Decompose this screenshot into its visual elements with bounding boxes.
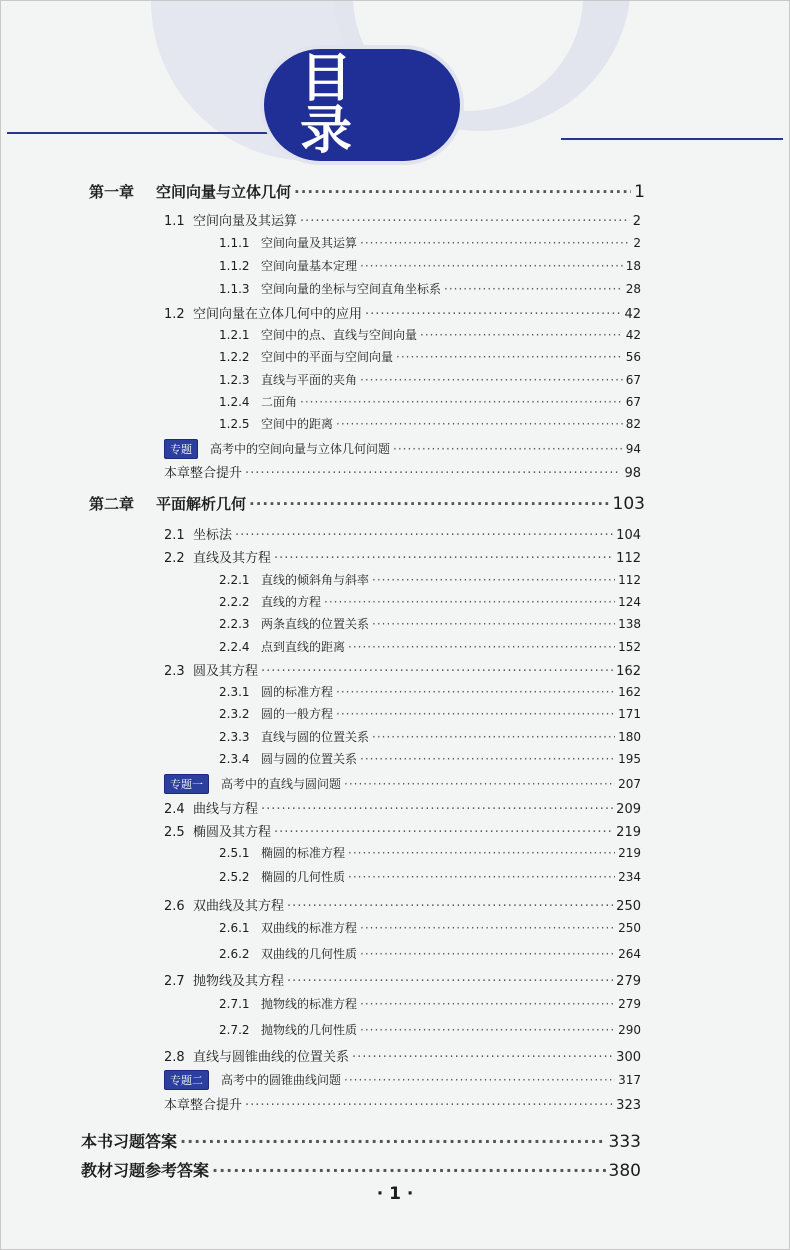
section-number: 1.2 [164,307,185,322]
subsection-title: 抛物线的几何性质 [261,1023,358,1037]
chapter-title: 平面解析几何 [156,495,247,513]
toc-subsection[interactable] [219,234,641,251]
toc-subsection[interactable] [219,728,641,745]
leader-dots [372,730,615,744]
section-title: 坐标法 [193,528,233,543]
subsection-number: 1.2.5 [219,417,250,431]
subsection-number: 1.2.2 [219,350,250,364]
page-ref: 18 [625,259,641,273]
page-ref: 250 [618,921,641,935]
page-ref: 234 [618,870,641,884]
toc-subsection[interactable] [219,705,641,722]
leader-dots [348,640,615,654]
subsection-title: 直线与圆的位置关系 [261,730,370,744]
subsection-number: 2.3.4 [219,752,250,766]
toc-section[interactable] [164,970,641,989]
toc-section[interactable] [164,821,641,840]
page-ref: 138 [618,617,641,631]
subsection-number: 2.2.3 [219,617,250,631]
page-ref: 162 [618,685,641,699]
page-ref: 209 [616,802,641,817]
leader-dots [261,664,613,679]
chapter-number: 第二章 [89,495,135,513]
leader-dots [235,528,613,543]
chapter-number: 第一章 [89,183,135,201]
toc-subsection[interactable] [219,919,641,936]
toc-chapter-1[interactable] [89,181,645,202]
subsection-number: 1.2.1 [219,328,250,342]
subsection-title: 直线与平面的夹角 [261,373,358,387]
toc-subsection[interactable] [219,750,641,767]
subsection-title: 圆与圆的位置关系 [261,752,358,766]
topic-badge: 专题 [164,439,198,459]
leader-dots [344,1073,615,1087]
leader-dots [344,777,615,791]
toc-subsection[interactable] [219,638,641,655]
toc-section[interactable] [164,895,641,914]
leader-dots [348,870,615,884]
topic-badge: 专题一 [164,774,209,794]
toc-subsection[interactable] [219,415,641,432]
page-ref: 333 [608,1132,641,1152]
page-ref: 180 [618,730,641,744]
section-title: 曲线与方程 [193,802,259,817]
toc-topic[interactable] [164,1070,641,1090]
toc-subsection[interactable] [219,280,641,297]
toc-summary[interactable] [164,1094,641,1113]
topic-title: 高考中的直线与圆问题 [221,777,342,791]
leader-dots [360,1023,615,1037]
subsection-number: 2.2.4 [219,640,250,654]
section-number: 2.5 [164,825,185,840]
subsection-title: 空间向量及其运算 [261,236,358,250]
subsection-title: 二面角 [261,395,298,409]
page-ref: 42 [625,328,641,342]
leader-dots [336,707,615,721]
section-number: 2.6 [164,899,185,914]
summary-title: 本章整合提升 [164,466,243,481]
leader-dots [274,825,613,840]
subsection-title: 空间中的点、直线与空间向量 [261,328,418,342]
leader-dots [420,328,623,342]
toc-subsection[interactable] [219,995,641,1012]
toc-subsection[interactable] [219,615,641,632]
page-ref: 2 [632,214,641,229]
toc-answers[interactable] [81,1129,641,1152]
leader-dots [212,1161,606,1180]
leader-dots [360,259,623,273]
page-ref: 82 [625,417,641,431]
subsection-number: 2.6.1 [219,921,250,935]
section-number: 2.3 [164,664,185,679]
leader-dots [372,617,615,631]
leader-dots [360,752,615,766]
leader-dots [444,282,623,296]
page-ref: 67 [625,373,641,387]
page-ref: 104 [616,528,641,543]
leader-dots [352,1050,613,1065]
leader-dots [365,307,621,322]
toc-subsection[interactable] [219,326,641,343]
topic-badge: 专题二 [164,1070,209,1090]
subsection-number: 2.3.2 [219,707,250,721]
leader-dots [348,846,615,860]
toc-section[interactable] [164,303,641,322]
subsection-number: 2.7.2 [219,1023,250,1037]
section-title: 直线及其方程 [193,551,272,566]
section-title: 圆及其方程 [193,664,259,679]
page-ref: 1 [634,182,645,202]
toc-section[interactable] [164,660,641,679]
toc-topic[interactable] [164,439,641,459]
leader-dots [287,974,613,989]
leader-dots [336,685,615,699]
subsection-number: 2.5.1 [219,846,250,860]
section-number: 2.4 [164,802,185,817]
leader-dots [261,802,613,817]
page-ref: 219 [618,846,641,860]
toc-subsection[interactable] [219,1021,641,1038]
page-ref: 323 [616,1098,641,1113]
section-number: 2.7 [164,974,185,989]
leader-dots [245,1098,613,1113]
section-title: 抛物线及其方程 [193,974,285,989]
section-number: 2.1 [164,528,185,543]
leader-dots [336,417,623,431]
leader-dots [360,236,630,250]
subsection-title: 直线的倾斜角与斜率 [261,573,370,587]
toc-chapter-2[interactable] [89,493,645,514]
toc-section[interactable] [164,524,641,543]
page-ref: 112 [618,573,641,587]
page-ref: 195 [618,752,641,766]
page-ref: 250 [616,899,641,914]
toc-subsection[interactable] [219,257,641,274]
toc-answers[interactable] [81,1158,641,1181]
page-ref: 380 [608,1161,641,1181]
page-ref: 279 [616,974,641,989]
leader-dots [287,899,613,914]
page-ref: 152 [618,640,641,654]
leader-dots [360,921,615,935]
leader-dots [245,466,621,481]
leader-dots [274,551,613,566]
section-number: 2.2 [164,551,185,566]
page-ref: 171 [618,707,641,721]
chapter-title: 空间向量与立体几何 [156,183,292,201]
leader-dots [249,495,610,513]
subsection-title: 点到直线的距离 [261,640,346,654]
page-number: · 1 · [376,1184,414,1204]
leader-dots [360,947,615,961]
subsection-number: 2.2.2 [219,595,250,609]
subsection-title: 椭圆的几何性质 [261,870,346,884]
toc-section[interactable] [164,547,641,566]
leader-dots [360,373,623,387]
toc-subsection[interactable] [219,683,641,700]
page-ref: 103 [612,494,645,514]
subsection-number: 2.3.1 [219,685,250,699]
toc-section[interactable] [164,798,641,817]
section-title: 椭圆及其方程 [193,825,272,840]
toc-subsection[interactable] [219,348,641,365]
subsection-number: 1.2.3 [219,373,250,387]
title-badge [264,49,460,161]
topic-title: 高考中的圆锥曲线问题 [221,1073,342,1087]
section-title: 直线与圆锥曲线的位置关系 [193,1050,350,1065]
page-ref: 28 [625,282,641,296]
page-ref: 94 [625,442,641,456]
page-ref: 56 [625,350,641,364]
page-ref: 162 [616,664,641,679]
page-ref: 279 [618,997,641,1011]
subsection-number: 1.1.3 [219,282,250,296]
page-ref: 124 [618,595,641,609]
subsection-number: 2.3.3 [219,730,250,744]
summary-title: 本章整合提升 [164,1098,243,1113]
subsection-title: 椭圆的标准方程 [261,846,346,860]
subsection-title: 空间向量基本定理 [261,259,358,273]
answers-title: 教材习题参考答案 [81,1161,210,1180]
toc-subsection[interactable] [219,371,641,388]
subsection-number: 1.1.1 [219,236,250,250]
subsection-title: 圆的一般方程 [261,707,334,721]
subsection-number: 2.7.1 [219,997,250,1011]
page-ref: 207 [618,777,641,791]
toc-subsection[interactable] [219,945,641,962]
page-ref: 42 [624,307,641,322]
leader-dots [300,395,623,409]
toc-summary[interactable] [164,462,641,481]
leader-dots [324,595,615,609]
toc-subsection[interactable] [219,844,641,861]
subsection-number: 1.2.4 [219,395,250,409]
page-ref: 67 [625,395,641,409]
subsection-title: 空间向量的坐标与空间直角坐标系 [261,282,442,296]
subsection-title: 双曲线的几何性质 [261,947,358,961]
leader-dots [180,1132,606,1151]
page-ref: 317 [618,1073,641,1087]
section-title: 双曲线及其方程 [193,899,285,914]
leader-dots [393,442,623,456]
subsection-title: 抛物线的标准方程 [261,997,358,1011]
section-number: 1.1 [164,214,185,229]
toc-section[interactable] [164,1046,641,1065]
page-ref: 112 [616,551,641,566]
subsection-title: 双曲线的标准方程 [261,921,358,935]
subsection-number: 2.6.2 [219,947,250,961]
toc-section[interactable] [164,210,641,229]
subsection-number: 2.2.1 [219,573,250,587]
page-title: 目 录 [300,49,389,161]
page-ref: 2 [633,236,641,250]
page-ref: 290 [618,1023,641,1037]
subsection-title: 圆的标准方程 [261,685,334,699]
leader-dots [300,214,630,229]
subsection-number: 1.1.2 [219,259,250,273]
subsection-title: 直线的方程 [261,595,322,609]
subsection-title: 空间中的平面与空间向量 [261,350,394,364]
page-ref: 219 [616,825,641,840]
subsection-number: 2.5.2 [219,870,250,884]
section-title: 空间向量在立体几何中的应用 [193,307,363,322]
page-ref: 300 [616,1050,641,1065]
subsection-title: 两条直线的位置关系 [261,617,370,631]
leader-dots [396,350,623,364]
toc-subsection[interactable] [219,868,641,885]
leader-dots [360,997,615,1011]
page-ref: 98 [624,466,641,481]
toc-topic[interactable] [164,774,641,794]
header-rule [7,132,269,134]
header-rule [561,138,783,140]
toc-subsection[interactable] [219,593,641,610]
section-title: 空间向量及其运算 [193,214,298,229]
leader-dots [294,183,631,201]
page-ref: 264 [618,947,641,961]
section-number: 2.8 [164,1050,185,1065]
topic-title: 高考中的空间向量与立体几何问题 [210,442,391,456]
answers-title: 本书习题答案 [81,1132,178,1151]
toc-subsection[interactable] [219,571,641,588]
toc-subsection[interactable] [219,393,641,410]
leader-dots [372,573,615,587]
subsection-title: 空间中的距离 [261,417,334,431]
